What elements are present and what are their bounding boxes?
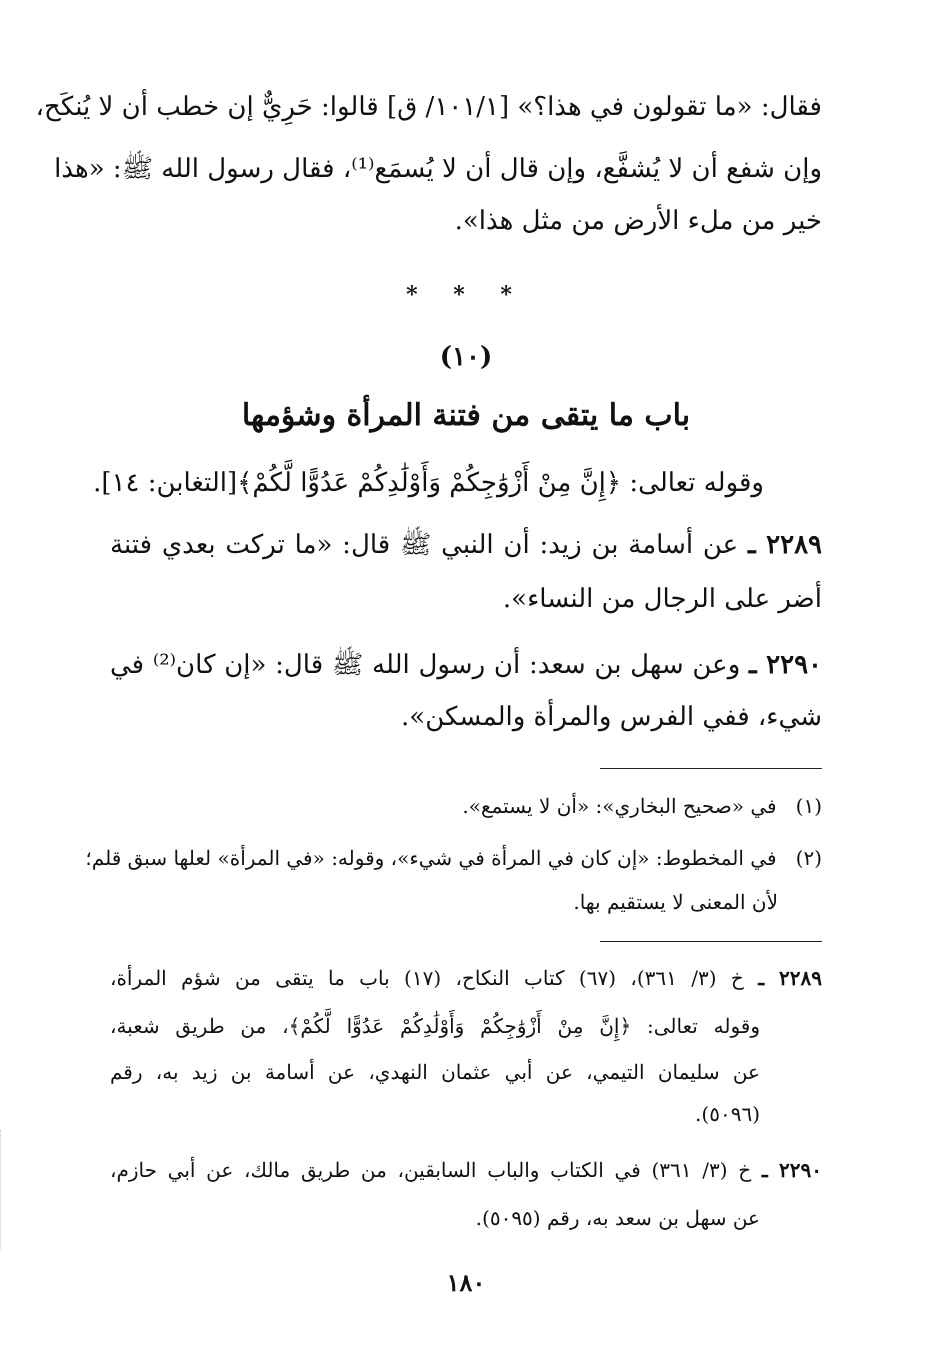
footnote-2-line-2: لأن المعنى لا يستقيم بها. <box>573 890 778 914</box>
takhrij-2290-text-1: خ (٣/ ٣٦١) في الكتاب والباب السابقين، من طريق مالك، عن أبي حازم، <box>110 1158 752 1182</box>
book-page <box>35 0 823 1369</box>
section-ornament: * * * <box>406 282 526 308</box>
footnote-separator <box>600 768 822 769</box>
hadith-2290-line-1 <box>110 648 822 686</box>
chapter-title: باب ما يتقى من فتنة المرأة وشؤمها <box>241 398 691 433</box>
hadith-2290-number: ٢٢٩٠ ـ <box>749 650 823 680</box>
takhrij-2289-text-1: خ (٣/ ٣٦١)، (٦٧) كتاب النكاح، (١٧) باب ما يتقى من شؤم المرأة، <box>110 966 744 990</box>
hadith-2289-text-1: عن أسامة بن زيد: أن النبي ﷺ قال: «ما تركت بعدي فتنة <box>110 530 739 560</box>
footnote-2-text-1: في المخطوط: «إن كان في المرأة في شيء»، وقوله: «في المرأة» لعلها سبق قلم؛ <box>85 846 777 870</box>
hadith-2290-text-1: وعن سهل بن سعد: أن رسول الله ﷺ قال: «إن كان⁽²⁾ في <box>110 650 741 680</box>
verse-line: وقوله تعالى: ﴿إِنَّ مِنْ أَزْوَٰجِكُمْ وَأَوْلَٰدِكُمْ عَدُوًّا لَّكُمْ﴾[التغابن: ١٤]. <box>93 468 764 498</box>
takhrij-2290-number: ٢٢٩٠ ـ <box>761 1158 823 1182</box>
hadith-2289-line-2: أضر على الرجال من النساء». <box>502 584 822 614</box>
takhrij-separator <box>600 941 822 942</box>
footnote-2-marker: (٢) <box>795 846 822 870</box>
intro-line-2: وإن شفع أن لا يُشفَّع، وإن قال أن لا يُسمَع⁽¹⁾، فقال رسول الله ﷺ: «هذا <box>54 154 822 184</box>
footnote-1-marker: (١) <box>795 794 822 818</box>
chapter-number: (١٠) <box>439 342 493 372</box>
takhrij-2289-line-3: عن سليمان التيمي، عن أبي عثمان النهدي، عن أسامة بن زيد به، رقم <box>110 1060 760 1084</box>
takhrij-2290-line-2: عن سهل بن سعد به، رقم (٥٠٩٥). <box>475 1206 760 1230</box>
scan-edge-mark <box>0 1130 4 1250</box>
hadith-2289-line-1 <box>110 528 822 566</box>
takhrij-2289-number: ٢٢٨٩ ـ <box>758 966 823 990</box>
hadith-2290-line-2: شيء، ففي الفرس والمرأة والمسكن». <box>401 702 822 732</box>
hadith-2289-number: ٢٢٨٩ ـ <box>747 530 823 560</box>
intro-line-3: خير من ملء الأرض من مثل هذا». <box>454 206 822 236</box>
takhrij-2289-line-4: (٥٠٩٦). <box>695 1102 760 1126</box>
page-number: ١٨٠ <box>446 1268 486 1297</box>
intro-line-1: فقال: «ما تقولون في هذا؟» [١٠١/١/ ق] قالوا: حَرِيٌّ إن خطب أن لا يُنكَح، <box>35 92 822 122</box>
footnote-1-text: في «صحيح البخاري»: «أن لا يستمع». <box>462 794 777 818</box>
takhrij-2289-line-2: وقوله تعالى: ﴿إِنَّ مِنْ أَزْوَٰجِكُمْ وَأَوْلَٰدِكُمْ عَدُوًّا لَّكُمْ﴾، من طريق شعبة، <box>110 1014 760 1038</box>
